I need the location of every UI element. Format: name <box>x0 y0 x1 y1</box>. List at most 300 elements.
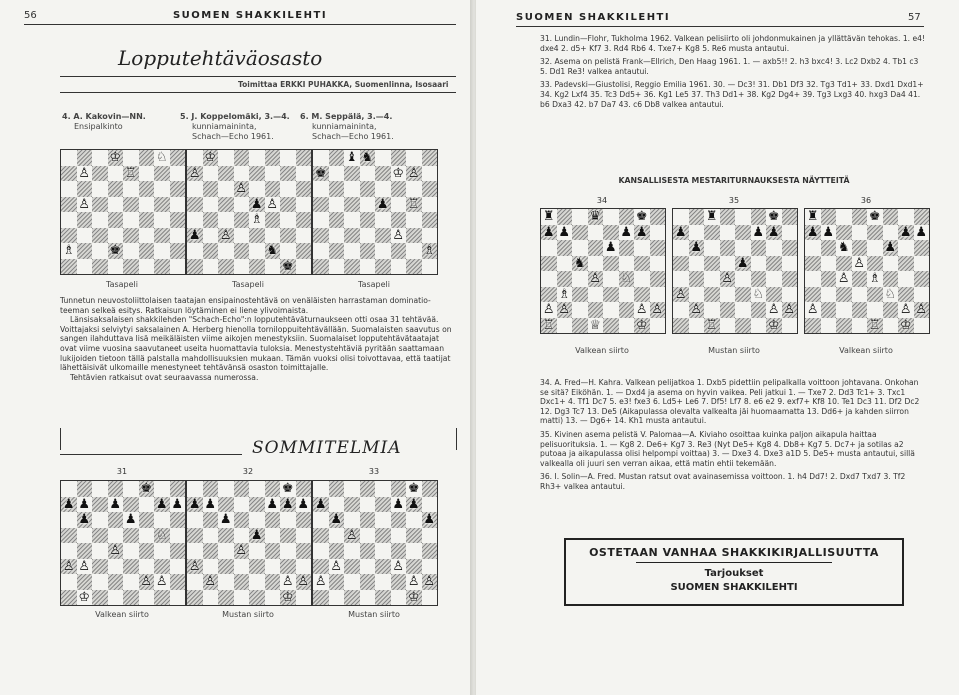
board-square <box>704 271 720 287</box>
board-square <box>187 574 203 590</box>
board-square <box>634 256 650 272</box>
board-square <box>61 574 77 590</box>
board-square <box>61 228 77 244</box>
board-square <box>265 481 281 497</box>
board-square <box>313 481 329 497</box>
diagram-4-caption: Tasapeli <box>106 280 138 289</box>
board-square <box>218 590 234 606</box>
board-square <box>391 543 407 559</box>
board-square <box>406 197 422 213</box>
board-square <box>650 240 666 256</box>
board-square <box>296 481 312 497</box>
diagram-5-board <box>186 149 312 275</box>
board-square <box>673 318 689 334</box>
board-square <box>735 287 751 303</box>
board-square <box>375 166 391 182</box>
board-square <box>187 559 203 575</box>
board-square <box>265 181 281 197</box>
black-pawn-icon: ♟ <box>314 496 327 512</box>
section-title: Lopputehtäväosasto <box>118 46 323 70</box>
board-square <box>154 481 170 497</box>
board-square <box>619 302 635 318</box>
board-square <box>218 181 234 197</box>
board-square <box>170 574 186 590</box>
white-pawn-icon: ♙ <box>188 558 201 574</box>
board-square <box>422 243 438 259</box>
white-pawn-icon: ♙ <box>345 527 358 543</box>
board-square <box>296 197 312 213</box>
board-square <box>77 150 93 166</box>
board-square <box>234 528 250 544</box>
board-square <box>187 497 203 513</box>
board-square <box>249 574 265 590</box>
board-square <box>650 256 666 272</box>
board-square <box>391 228 407 244</box>
black-pawn-icon: ♟ <box>155 496 168 512</box>
game-35: 35. Kivinen asema pelistä V. Palomaa—A. Kiviaho osoittaa kuinka paljon aikapula haittaa pelisuorituksia. 1. — Kg8 2. De6+ Kg7 3. Re3 (Nyt De5+ Kg8 4. Db8+ Kg7 5. Dc7+ ja sotilas a2 putoaa ja aikapulassa olisi helpompi voittaa) 3. — Dxe3 4. Dxe3 a1D 5. De5+ musta antautui, sillä valkealla oli juuri sen verran aikaa, että matin ehtii tekemään. <box>540 429 915 468</box>
board-square <box>588 302 604 318</box>
white-pawn-icon: ♙ <box>767 302 780 318</box>
board-square <box>249 497 265 513</box>
board-square <box>422 559 438 575</box>
board-square <box>836 256 852 272</box>
board-square <box>296 543 312 559</box>
board-square <box>280 574 296 590</box>
board-square <box>218 497 234 513</box>
board-square <box>280 590 296 606</box>
board-square <box>572 287 588 303</box>
board-square <box>123 559 139 575</box>
white-pawn-icon: ♙ <box>589 271 602 287</box>
board-square <box>805 256 821 272</box>
board-square <box>234 212 250 228</box>
white-pawn-icon: ♙ <box>266 196 279 212</box>
board-square <box>898 240 914 256</box>
board-square <box>782 287 798 303</box>
board-square <box>914 209 930 225</box>
black-pawn-icon: ♟ <box>219 512 232 528</box>
white-pawn-icon: ♙ <box>407 574 420 590</box>
board-square <box>375 512 391 528</box>
board-square <box>123 212 139 228</box>
black-knight-icon: ♞ <box>266 243 279 259</box>
board-square <box>329 228 345 244</box>
board-square <box>108 166 124 182</box>
board-square <box>898 225 914 241</box>
board-square <box>154 259 170 275</box>
board-square <box>557 225 573 241</box>
white-knight-icon: ♘ <box>884 286 897 302</box>
white-pawn-icon: ♙ <box>392 227 405 243</box>
board-square <box>619 209 635 225</box>
board-square <box>360 166 376 182</box>
black-pawn-icon: ♟ <box>392 496 405 512</box>
board-square <box>883 271 899 287</box>
board-square <box>203 512 219 528</box>
white-pawn-icon: ♙ <box>542 302 555 318</box>
board-square <box>751 271 767 287</box>
board-square <box>139 512 155 528</box>
board-square <box>61 197 77 213</box>
board-square <box>154 181 170 197</box>
board-square <box>123 574 139 590</box>
board-square <box>360 481 376 497</box>
board-square <box>108 528 124 544</box>
board-square <box>61 259 77 275</box>
board-square <box>265 259 281 275</box>
black-rook-icon: ♜ <box>542 209 555 225</box>
board-square <box>218 259 234 275</box>
board-square <box>821 209 837 225</box>
game-33: 33. Padevski—Giustolisi, Reggio Emilia 1961. 30. — Dc3! 31. Db1 Df3 32. Tg3 Td1+ 33. Dxd1 Dxd1+ 34. Kg2 Lxf4 35. Tc3 Dd5+ 36. Kg1 Le5 37. Th3 Dd1+ 38. Kg2 Dg4+ 39. Tg3 Lxg3 40. hxg3 Da4 41. b6 Dxa3 42. b7 Da7 43. c6 Db8 valkea antautui. <box>540 80 924 109</box>
games-bottom <box>540 378 928 492</box>
board-square <box>203 166 219 182</box>
board-square <box>123 181 139 197</box>
board-square <box>329 590 345 606</box>
white-rook-icon: ♖ <box>868 317 881 333</box>
board-square <box>154 512 170 528</box>
board-square <box>203 228 219 244</box>
board-square <box>203 212 219 228</box>
board-square <box>139 590 155 606</box>
board-square <box>313 166 329 182</box>
board-square <box>108 212 124 228</box>
board-square <box>234 497 250 513</box>
board-square <box>170 543 186 559</box>
board-square <box>406 150 422 166</box>
black-rook-icon: ♜ <box>806 209 819 225</box>
black-pawn-icon: ♟ <box>124 512 137 528</box>
board-square <box>313 150 329 166</box>
board-square <box>92 512 108 528</box>
black-pawn-icon: ♟ <box>690 240 703 256</box>
diagram-36-number: 36 <box>860 196 872 205</box>
board-square <box>360 197 376 213</box>
board-square <box>360 497 376 513</box>
board-square <box>170 181 186 197</box>
board-square <box>391 481 407 497</box>
board-square <box>619 271 635 287</box>
diagram-33-number: 33 <box>368 467 380 476</box>
black-pawn-icon: ♟ <box>884 240 897 256</box>
board-square <box>218 559 234 575</box>
black-pawn-icon: ♟ <box>78 496 91 512</box>
board-square <box>187 243 203 259</box>
board-square <box>296 228 312 244</box>
board-square <box>77 528 93 544</box>
board-square <box>203 543 219 559</box>
board-square <box>123 528 139 544</box>
board-square <box>650 225 666 241</box>
board-square <box>296 512 312 528</box>
board-square <box>914 256 930 272</box>
board-square <box>249 197 265 213</box>
board-square <box>557 318 573 334</box>
board-square <box>92 259 108 275</box>
board-square <box>234 512 250 528</box>
white-rook-icon: ♖ <box>705 317 718 333</box>
board-square <box>187 512 203 528</box>
right-page <box>476 0 959 695</box>
black-rook-icon: ♜ <box>705 209 718 225</box>
board-square <box>313 181 329 197</box>
header-rule <box>516 26 924 27</box>
board-square <box>92 166 108 182</box>
board-square <box>313 574 329 590</box>
board-square <box>406 590 422 606</box>
diagram-31-caption: Valkean siirto <box>95 610 149 619</box>
board-square <box>805 302 821 318</box>
black-pawn-icon: ♟ <box>635 224 648 240</box>
board-square <box>673 271 689 287</box>
white-pawn-icon: ♙ <box>853 255 866 271</box>
board-square <box>572 271 588 287</box>
board-square <box>344 590 360 606</box>
white-pawn-icon: ♙ <box>674 286 687 302</box>
diagram-35-board <box>672 208 798 334</box>
board-square <box>720 302 736 318</box>
diagram-34-board <box>540 208 666 334</box>
board-square <box>108 559 124 575</box>
board-square <box>751 209 767 225</box>
white-pawn-icon: ♙ <box>721 271 734 287</box>
board-square <box>673 287 689 303</box>
board-square <box>391 150 407 166</box>
board-square <box>123 512 139 528</box>
diagram-32-caption: Mustan siirto <box>222 610 274 619</box>
sommitelma-title: SOMMITELMIA <box>252 438 402 458</box>
white-pawn-icon: ♙ <box>155 574 168 590</box>
ad-publisher: SUOMEN SHAKKILEHTI <box>670 582 798 593</box>
board-square <box>619 240 635 256</box>
white-pawn-icon: ♙ <box>204 574 217 590</box>
board-square <box>249 528 265 544</box>
board-square <box>867 287 883 303</box>
board-square <box>170 166 186 182</box>
white-pawn-icon: ♙ <box>783 302 796 318</box>
board-square <box>187 181 203 197</box>
black-pawn-icon: ♟ <box>109 496 122 512</box>
board-square <box>391 212 407 228</box>
board-square <box>782 271 798 287</box>
board-square <box>123 259 139 275</box>
board-square <box>234 243 250 259</box>
board-square <box>139 181 155 197</box>
board-square <box>296 243 312 259</box>
board-square <box>218 166 234 182</box>
board-square <box>344 243 360 259</box>
board-square <box>836 318 852 334</box>
board-square <box>751 302 767 318</box>
board-square <box>422 212 438 228</box>
board-square <box>92 212 108 228</box>
board-square <box>187 481 203 497</box>
board-square <box>673 256 689 272</box>
black-knight-icon: ♞ <box>837 240 850 256</box>
board-square <box>154 228 170 244</box>
board-square <box>360 574 376 590</box>
board-square <box>557 256 573 272</box>
board-square <box>218 528 234 544</box>
board-square <box>572 302 588 318</box>
board-square <box>154 497 170 513</box>
black-king-icon: ♚ <box>635 209 648 225</box>
board-square <box>329 543 345 559</box>
board-square <box>61 497 77 513</box>
board-square <box>296 150 312 166</box>
board-square <box>218 574 234 590</box>
black-pawn-icon: ♟ <box>171 496 184 512</box>
board-square <box>61 150 77 166</box>
board-square <box>805 209 821 225</box>
diagram-5-caption: Tasapeli <box>232 280 264 289</box>
board-square <box>77 497 93 513</box>
board-square <box>689 302 705 318</box>
board-square <box>249 212 265 228</box>
board-square <box>280 243 296 259</box>
board-square <box>898 256 914 272</box>
board-square <box>360 259 376 275</box>
board-square <box>704 302 720 318</box>
black-king-icon: ♚ <box>868 209 881 225</box>
board-square <box>280 212 296 228</box>
board-square <box>280 543 296 559</box>
board-square <box>360 243 376 259</box>
board-square <box>603 271 619 287</box>
board-square <box>170 212 186 228</box>
board-square <box>139 528 155 544</box>
board-square <box>406 212 422 228</box>
board-square <box>782 318 798 334</box>
board-square <box>123 166 139 182</box>
black-pawn-icon: ♟ <box>250 527 263 543</box>
board-square <box>689 225 705 241</box>
black-pawn-icon: ♟ <box>266 496 279 512</box>
black-pawn-icon: ♟ <box>250 196 263 212</box>
board-square <box>391 181 407 197</box>
board-square <box>265 574 281 590</box>
board-square <box>634 240 650 256</box>
diagram-31-number: 31 <box>116 467 128 476</box>
board-square <box>344 181 360 197</box>
board-square <box>92 574 108 590</box>
board-square <box>344 166 360 182</box>
board-square <box>108 512 124 528</box>
board-square <box>344 212 360 228</box>
board-square <box>603 240 619 256</box>
board-square <box>735 256 751 272</box>
board-square <box>265 590 281 606</box>
board-square <box>735 209 751 225</box>
board-square <box>108 150 124 166</box>
board-square <box>154 574 170 590</box>
board-square <box>313 528 329 544</box>
board-square <box>170 481 186 497</box>
board-square <box>572 209 588 225</box>
board-square <box>557 240 573 256</box>
board-square <box>360 181 376 197</box>
board-square <box>751 225 767 241</box>
white-pawn-icon: ♙ <box>330 558 343 574</box>
board-square <box>296 181 312 197</box>
board-square <box>280 259 296 275</box>
page-number: 56 <box>24 10 37 21</box>
board-square <box>836 271 852 287</box>
board-square <box>296 166 312 182</box>
board-square <box>249 512 265 528</box>
board-square <box>249 228 265 244</box>
board-square <box>720 209 736 225</box>
diagram-36-board <box>804 208 930 334</box>
board-square <box>766 256 782 272</box>
white-pawn-icon: ♙ <box>690 302 703 318</box>
board-square <box>406 543 422 559</box>
board-square <box>77 197 93 213</box>
board-square <box>234 574 250 590</box>
board-square <box>391 197 407 213</box>
board-square <box>154 559 170 575</box>
white-pawn-icon: ♙ <box>407 165 420 181</box>
board-square <box>108 197 124 213</box>
board-square <box>265 512 281 528</box>
board-square <box>280 166 296 182</box>
white-rook-icon: ♖ <box>407 196 420 212</box>
board-square <box>92 543 108 559</box>
board-square <box>360 228 376 244</box>
black-pawn-icon: ♟ <box>620 224 633 240</box>
board-square <box>782 256 798 272</box>
board-square <box>234 543 250 559</box>
board-square <box>603 302 619 318</box>
board-square <box>375 590 391 606</box>
board-square <box>108 497 124 513</box>
board-square <box>203 197 219 213</box>
board-square <box>234 181 250 197</box>
board-square <box>187 150 203 166</box>
board-square <box>867 225 883 241</box>
diagram-35-number: 35 <box>728 196 740 205</box>
white-rook-icon: ♖ <box>124 165 137 181</box>
board-square <box>883 287 899 303</box>
board-square <box>344 497 360 513</box>
sommitelma-right-bar <box>456 428 457 450</box>
board-square <box>634 271 650 287</box>
board-square <box>689 287 705 303</box>
board-square <box>154 590 170 606</box>
board-square <box>852 287 868 303</box>
board-square <box>914 225 930 241</box>
board-square <box>883 225 899 241</box>
board-square <box>92 559 108 575</box>
board-square <box>92 497 108 513</box>
board-square <box>249 243 265 259</box>
board-square <box>139 228 155 244</box>
board-square <box>572 240 588 256</box>
board-square <box>782 225 798 241</box>
board-square <box>634 209 650 225</box>
board-square <box>329 212 345 228</box>
board-square <box>422 259 438 275</box>
diagram-33-board <box>312 480 438 606</box>
black-pawn-icon: ♟ <box>204 496 217 512</box>
board-square <box>108 481 124 497</box>
board-square <box>867 271 883 287</box>
sommitelma-left-bar <box>60 428 61 450</box>
board-square <box>805 225 821 241</box>
white-bishop-icon: ♗ <box>62 243 75 259</box>
black-king-icon: ♚ <box>140 481 153 497</box>
board-square <box>673 240 689 256</box>
